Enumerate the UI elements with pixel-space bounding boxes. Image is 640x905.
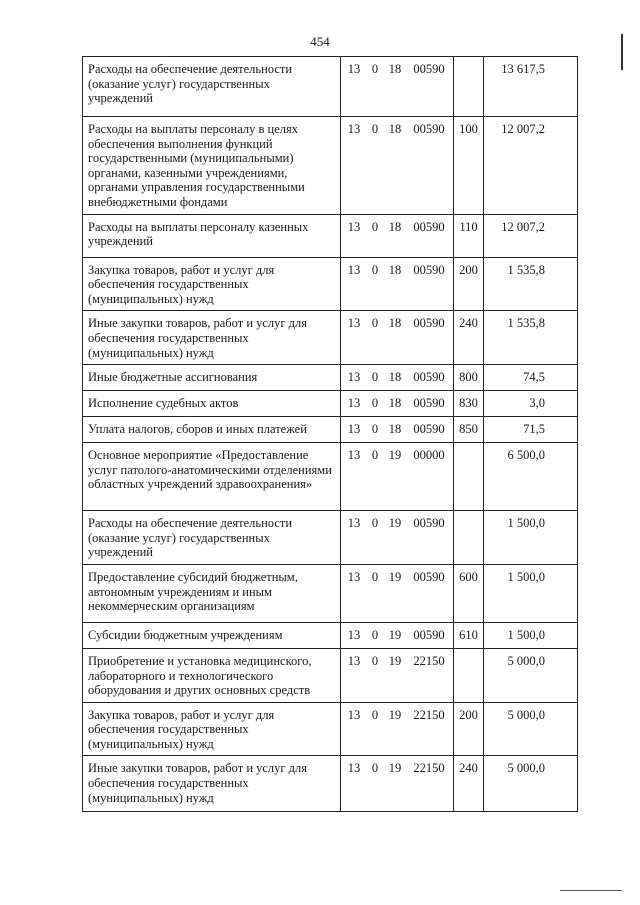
row-classification-code xyxy=(341,417,454,443)
row-amount: 1 500,0 xyxy=(484,564,578,622)
row-description: Субсидии бюджетным учреждениям xyxy=(83,622,341,648)
row-amount: 1 500,0 xyxy=(484,622,578,648)
row-classification-code xyxy=(341,257,454,311)
row-classification-code xyxy=(341,57,454,117)
code-event: 19 xyxy=(388,516,402,531)
code-program: 13 xyxy=(347,316,361,331)
code-subprogram: 0 xyxy=(371,569,379,584)
code-program: 13 xyxy=(347,569,361,584)
code-event: 19 xyxy=(388,653,402,668)
row-expense-type: 110 xyxy=(454,214,484,257)
code-direction: 00590 xyxy=(413,396,445,411)
row-classification-code xyxy=(341,648,454,702)
row-classification-code xyxy=(341,756,454,812)
row-expense-type: 200 xyxy=(454,257,484,311)
code-direction: 00590 xyxy=(413,62,445,76)
code-program: 13 xyxy=(347,219,361,234)
table-row xyxy=(83,648,578,702)
table-row xyxy=(83,257,578,311)
row-classification-code xyxy=(341,117,454,215)
row-description: Иные закупки товаров, работ и услуг для обеспечения государственных (муниципальных) нужд xyxy=(83,756,341,812)
table-row xyxy=(83,214,578,257)
table-row xyxy=(83,391,578,417)
row-expense-type: 850 xyxy=(454,417,484,443)
code-subprogram: 0 xyxy=(371,62,379,76)
code-event: 19 xyxy=(388,627,402,642)
code-subprogram: 0 xyxy=(371,219,379,234)
table-row xyxy=(83,622,578,648)
row-description: Расходы на обеспечение деятельности (оказание услуг) государственных учреждений xyxy=(83,57,341,117)
row-amount: 12 007,2 xyxy=(484,214,578,257)
code-program: 13 xyxy=(347,262,361,277)
code-event: 18 xyxy=(388,396,402,411)
row-classification-code xyxy=(341,311,454,365)
code-program: 13 xyxy=(347,396,361,411)
code-subprogram: 0 xyxy=(371,370,379,385)
code-direction: 00590 xyxy=(413,516,445,531)
row-expense-type xyxy=(454,443,484,511)
row-classification-code xyxy=(341,622,454,648)
code-program: 13 xyxy=(347,448,361,463)
code-subprogram: 0 xyxy=(371,422,379,437)
row-expense-type: 200 xyxy=(454,702,484,756)
code-direction: 00590 xyxy=(413,569,445,584)
code-direction: 00000 xyxy=(413,448,445,463)
page-number: 454 xyxy=(310,34,330,49)
row-description: Расходы на обеспечение деятельности (оказание услуг) государственных учреждений xyxy=(83,511,341,565)
row-classification-code xyxy=(341,564,454,622)
row-description: Расходы на выплаты персоналу казенных учреждений xyxy=(83,214,341,257)
code-direction: 22150 xyxy=(413,653,445,668)
code-program: 13 xyxy=(347,62,361,76)
code-event: 19 xyxy=(388,569,402,584)
row-classification-code xyxy=(341,443,454,511)
code-event: 18 xyxy=(388,370,402,385)
code-event: 18 xyxy=(388,262,402,277)
table-row xyxy=(83,117,578,215)
code-event: 19 xyxy=(388,448,402,463)
margin-mark xyxy=(621,34,623,70)
row-expense-type: 610 xyxy=(454,622,484,648)
code-subprogram: 0 xyxy=(371,707,379,722)
row-description: Предоставление субсидий бюджетным, автономным учреждениям и иным некоммерческим организациям xyxy=(83,564,341,622)
code-direction: 00590 xyxy=(413,370,445,385)
row-description: Уплата налогов, сборов и иных платежей xyxy=(83,417,341,443)
table-row xyxy=(83,756,578,812)
code-program: 13 xyxy=(347,122,361,136)
code-subprogram: 0 xyxy=(371,653,379,668)
code-program: 13 xyxy=(347,422,361,437)
table-row xyxy=(83,564,578,622)
row-expense-type: 100 xyxy=(454,117,484,215)
table-row xyxy=(83,702,578,756)
row-description: Расходы на выплаты персоналу в целях обеспечения выполнения функций государственными (муниципальными) органами, казенными учреждениями, органами управления государственными внебюджетными фондами xyxy=(83,117,341,215)
code-subprogram: 0 xyxy=(371,627,379,642)
code-subprogram: 0 xyxy=(371,448,379,463)
code-subprogram: 0 xyxy=(371,516,379,531)
row-description: Иные закупки товаров, работ и услуг для обеспечения государственных (муниципальных) нужд xyxy=(83,311,341,365)
code-program: 13 xyxy=(347,707,361,722)
code-subprogram: 0 xyxy=(371,262,379,277)
row-description: Закупка товаров, работ и услуг для обеспечения государственных (муниципальных) нужд xyxy=(83,702,341,756)
row-expense-type xyxy=(454,648,484,702)
row-classification-code xyxy=(341,702,454,756)
row-amount: 74,5 xyxy=(484,365,578,391)
row-amount: 1 535,8 xyxy=(484,257,578,311)
row-description: Закупка товаров, работ и услуг для обеспечения государственных (муниципальных) нужд xyxy=(83,257,341,311)
code-direction: 22150 xyxy=(413,761,445,776)
code-program: 13 xyxy=(347,653,361,668)
row-amount: 5 000,0 xyxy=(484,702,578,756)
footer-mark xyxy=(560,890,622,891)
code-event: 18 xyxy=(388,219,402,234)
row-classification-code xyxy=(341,511,454,565)
table-row xyxy=(83,443,578,511)
row-classification-code xyxy=(341,391,454,417)
table-row xyxy=(83,311,578,365)
row-expense-type: 600 xyxy=(454,564,484,622)
row-description: Основное мероприятие «Предоставление услуг патолого-анатомическими отделениями областных учреждений здравоохранения» xyxy=(83,443,341,511)
row-amount: 1 500,0 xyxy=(484,511,578,565)
code-program: 13 xyxy=(347,370,361,385)
budget-table xyxy=(82,56,578,812)
row-amount: 3,0 xyxy=(484,391,578,417)
code-subprogram: 0 xyxy=(371,396,379,411)
code-event: 18 xyxy=(388,422,402,437)
code-direction: 22150 xyxy=(413,707,445,722)
row-amount: 5 000,0 xyxy=(484,756,578,812)
code-program: 13 xyxy=(347,761,361,776)
row-description: Иные бюджетные ассигнования xyxy=(83,365,341,391)
code-direction: 00590 xyxy=(413,262,445,277)
code-program: 13 xyxy=(347,627,361,642)
row-amount: 71,5 xyxy=(484,417,578,443)
code-direction: 00590 xyxy=(413,122,445,136)
table-row xyxy=(83,57,578,117)
code-event: 18 xyxy=(388,62,402,76)
row-expense-type: 830 xyxy=(454,391,484,417)
code-subprogram: 0 xyxy=(371,316,379,331)
code-subprogram: 0 xyxy=(371,761,379,776)
row-expense-type xyxy=(454,511,484,565)
row-classification-code xyxy=(341,214,454,257)
row-expense-type: 240 xyxy=(454,756,484,812)
code-event: 18 xyxy=(388,316,402,331)
row-amount: 6 500,0 xyxy=(484,443,578,511)
code-direction: 00590 xyxy=(413,422,445,437)
row-classification-code xyxy=(341,365,454,391)
code-event: 18 xyxy=(388,122,402,136)
code-event: 19 xyxy=(388,761,402,776)
code-direction: 00590 xyxy=(413,219,445,234)
row-expense-type: 800 xyxy=(454,365,484,391)
code-subprogram: 0 xyxy=(371,122,379,136)
code-direction: 00590 xyxy=(413,316,445,331)
row-amount: 13 617,5 xyxy=(484,57,578,117)
code-event: 19 xyxy=(388,707,402,722)
code-program: 13 xyxy=(347,516,361,531)
table-body xyxy=(83,57,578,812)
row-amount: 1 535,8 xyxy=(484,311,578,365)
row-expense-type xyxy=(454,57,484,117)
row-amount: 12 007,2 xyxy=(484,117,578,215)
table-row xyxy=(83,417,578,443)
code-direction: 00590 xyxy=(413,627,445,642)
row-description: Исполнение судебных актов xyxy=(83,391,341,417)
row-expense-type: 240 xyxy=(454,311,484,365)
row-description: Приобретение и установка медицинского, лабораторного и технологического оборудования и других основных средств xyxy=(83,648,341,702)
table-row xyxy=(83,365,578,391)
table-row xyxy=(83,511,578,565)
row-amount: 5 000,0 xyxy=(484,648,578,702)
